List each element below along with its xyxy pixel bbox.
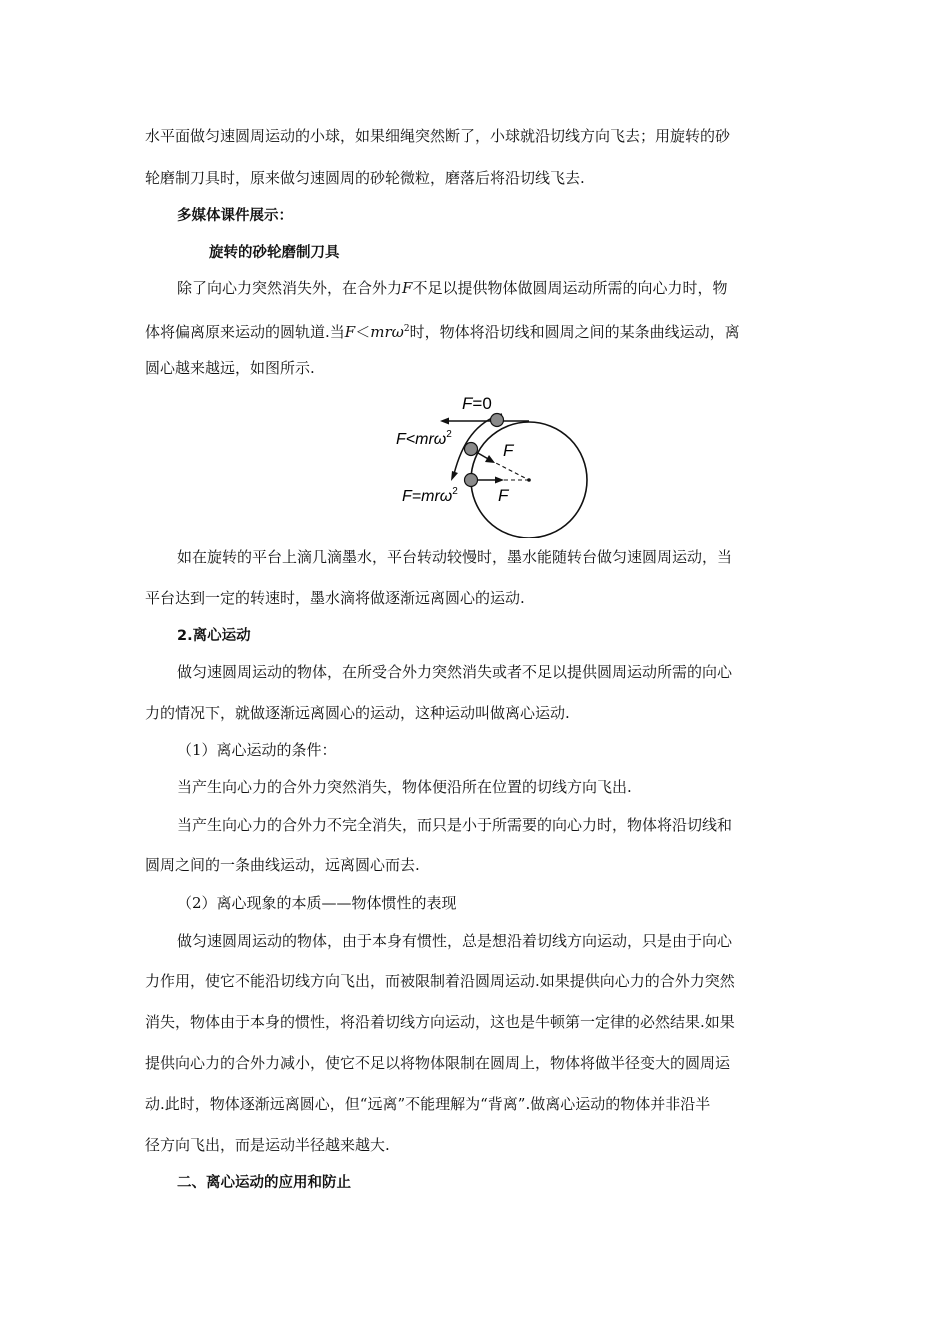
label-equal: F=mrω$^2$ [402,486,458,505]
text-span: 不足以提供物体做圆周运动所需的向心力时，物 [412,279,728,297]
paragraph-line: 当产生向心力的合外力突然消失，物体便沿所在位置的切线方向飞出. [177,778,632,796]
heading-applications: 二、离心运动的应用和防止 [177,1175,351,1191]
label-force-upper: F [503,441,514,460]
paragraph-line: 力的情况下，就做逐渐远离圆心的运动，这种运动叫做离心运动. [145,704,570,722]
symbol-F: F [344,323,356,341]
paragraph-line: 做匀速圆周运动的物体，在所受合外力突然消失或者不足以提供圆周运动所需的向心 [177,663,733,681]
paragraph-line [177,278,727,298]
centrifugal-diagram [390,388,610,538]
circle-center [527,478,531,482]
ball-top [491,414,504,427]
paragraph-line: 水平面做匀速圆周运动的小球，如果细绳突然断了，小球就沿切线方向飞去；用旋转的砂 [145,127,731,145]
paragraph-line [145,319,740,342]
label-zero-force: F=0 [462,394,492,413]
force-arrowhead-lower [495,477,504,484]
paragraph-line: 平台达到一定的转速时，墨水滴将做逐渐远离圆心的运动. [145,589,525,607]
label-force-lower: F [498,486,509,505]
ball-bottom [465,474,478,487]
paragraph-line: 轮磨制刀具时，原来做匀速圆周的砂轮微粒，磨落后将沿切线飞去. [145,169,585,187]
label-less-than: F<mrω$^2$ [396,429,452,448]
paragraph-line: 径方向飞出，而是运动半径越来越大. [145,1136,390,1154]
symbol-mrw: mrω [370,323,404,341]
paragraph-line: 圆心越来越远，如图所示. [145,359,315,377]
paragraph-line: 提供向心力的合外力减小，使它不足以将物体限制在圆周上，物体将做半径变大的圆周运 [145,1054,731,1072]
paragraph-line: 当产生向心力的合外力不完全消失，而只是小于所需要的向心力时，物体将沿切线和 [177,816,733,834]
paragraph-line: 力作用，使它不能沿切线方向飞出，而被限制着沿圆周运动.如果提供向心力的合外力突然 [145,972,735,990]
text-span: 除了向心力突然消失外，在合外力 [177,279,403,297]
spiral-arrowhead [451,471,458,481]
heading-grinding-wheel: 旋转的砂轮磨制刀具 [209,245,340,261]
ball-middle [465,443,478,456]
paragraph-line: 做匀速圆周运动的物体，由于本身有惯性，总是想沿着切线方向运动，只是由于向心 [177,932,733,950]
paragraph-line: （1）离心运动的条件： [177,741,337,759]
symbol-F: F [402,279,413,297]
tangent-arrowhead [440,418,449,425]
text-span: 时，物体将沿切线和圆周之间的某条曲线运动，离 [409,323,740,341]
paragraph-line: 圆周之间的一条曲线运动，远离圆心而去. [145,856,420,874]
less-than-sign: ＜ [355,323,371,341]
paragraph-line: 如在旋转的平台上滴几滴墨水，平台转动较慢时，墨水能随转台做匀速圆周运动，当 [177,548,733,566]
heading-multimedia: 多媒体课件展示： [177,208,293,224]
heading-centrifugal-motion: 2.离心运动 [177,628,251,644]
paragraph-line: （2）离心现象的本质——物体惯性的表现 [177,894,457,912]
text-span: 体将偏离原来运动的圆轨道.当 [145,323,345,341]
paragraph-line: 动.此时，物体逐渐远离圆心，但“远离”不能理解为“背离”.做离心运动的物体并非沿半 [145,1095,711,1113]
superscript-2: 2 [403,324,410,334]
paragraph-line: 消失，物体由于本身的惯性，将沿着切线方向运动，这也是牛顿第一定律的必然结果.如果 [145,1013,735,1031]
